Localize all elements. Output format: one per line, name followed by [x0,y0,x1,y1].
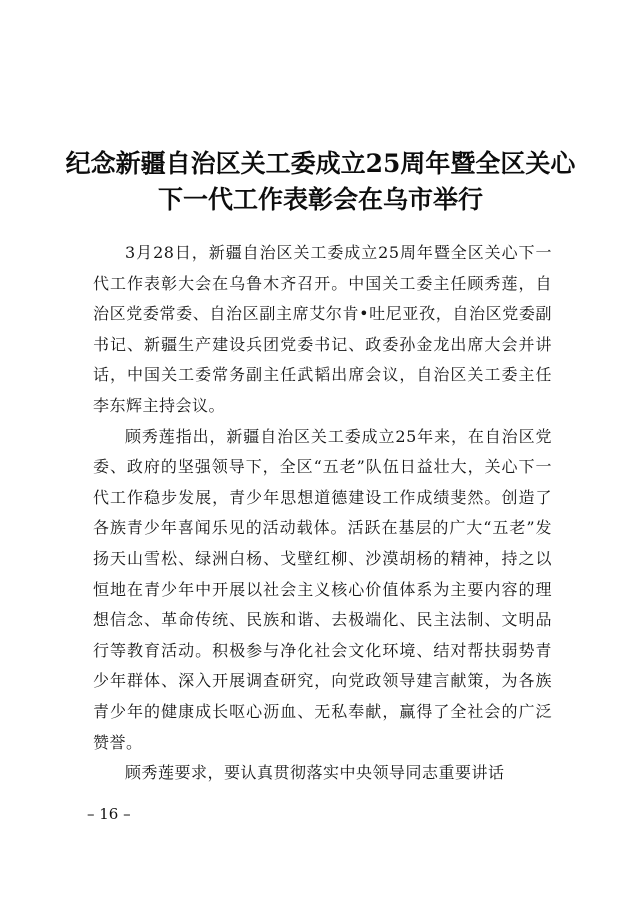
page-number: – 16 – [87,805,131,823]
article-title [60,146,581,218]
article-title-line-2: 下一代工作表彰会在乌市举行 [157,185,483,214]
paragraph-2: 顾秀莲指出，新疆自治区关工委成立25年来，在自治区党委、政府的坚强领导下，全区“五老”队伍日益壮大，关心下一代工作稳步发展，青少年思想道德建设工作成绩斐然。创造了各族青少年喜闻乐见的活动载体。活跃在基层的广大“五老”发扬天山雪松、绿洲白杨、戈壁红柳、沙漠胡杨的精神，持之以恒地在青少年中开展以社会主义核心价值体系为主要内容的理想信念、革命传统、民族和谐、去极端化、民主法制、文明品行等教育活动。积极参与净化社会文化环境、结对帮扶弱势青少年群体、深入开展调查研究，向党政领导建言献策，为各族青少年的健康成长呕心沥血、无私奉献，赢得了全社会的广泛赞誉。 [93,426,552,752]
article-title-line-1: 纪念新疆自治区关工委成立25周年暨全区关心 [65,149,576,178]
article-body [93,238,552,789]
paragraph-1: 3月28日，新疆自治区关工委成立25周年暨全区关心下一代工作表彰大会在乌鲁木齐召开。中国关工委主任顾秀莲，自治区党委常委、自治区副主席艾尔肯•吐尼亚孜，自治区党委副书记、新疆生产建设兵团党委书记、政委孙金龙出席大会并讲话，中国关工委常务副主任武韬出席会议，自治区关工委主任李东辉主持会议。 [93,243,552,415]
paragraph-3: 顾秀莲要求，要认真贯彻落实中央领导同志重要讲话 [125,763,505,783]
